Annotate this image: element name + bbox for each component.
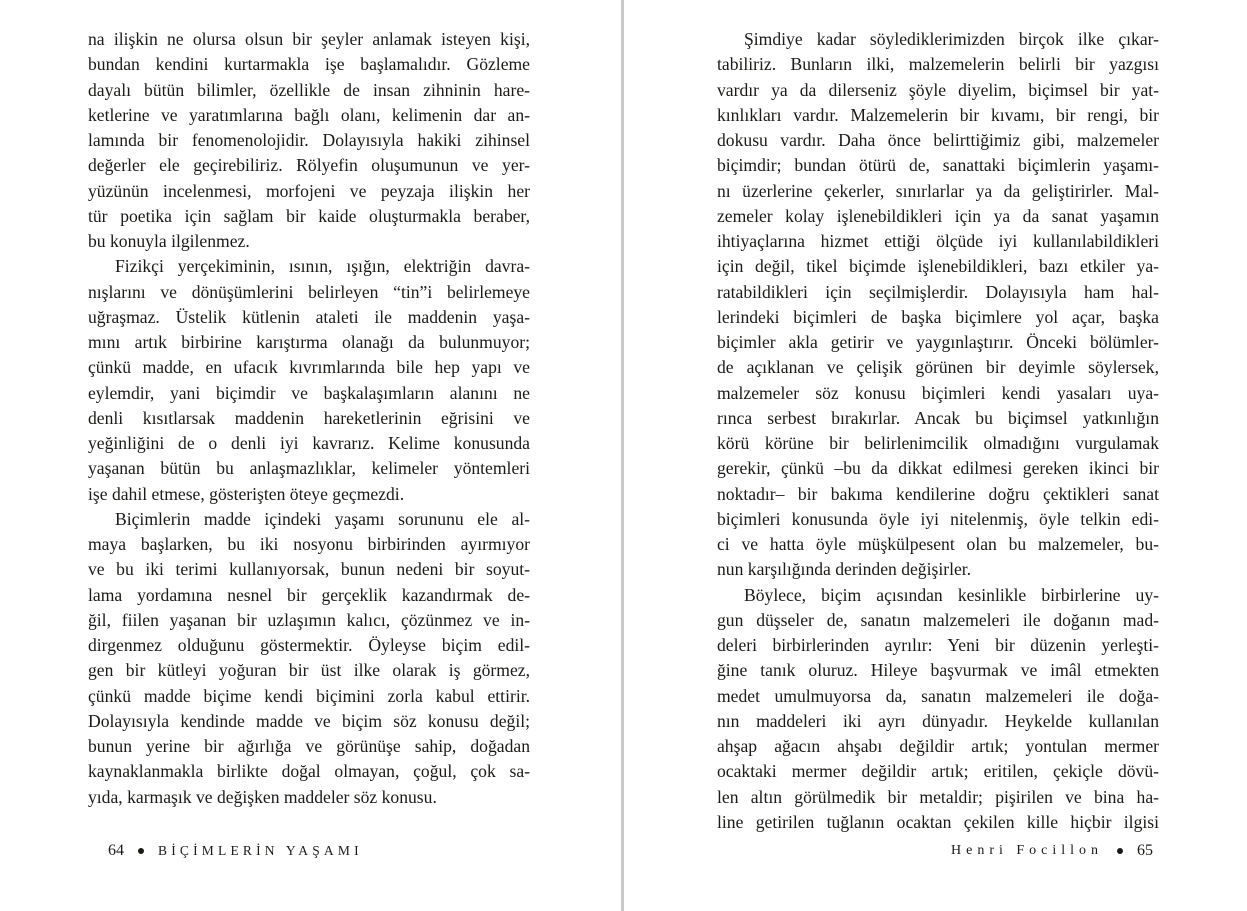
running-head-author: Henri Focillon xyxy=(951,843,1104,858)
text-line: tabiliriz. Bunların ilki, malzemelerin belirli bir yazgısı xyxy=(717,54,1159,75)
right-page-body xyxy=(717,27,1159,835)
text-line: gun düşseler de, sanatın malzemeleri ile doğanın mad- xyxy=(717,609,1159,630)
text-line: ğine tanık oluruz. Hileye başvurmak ve imâl etmekten xyxy=(717,660,1159,681)
text-line: bunun yerine bir ağırlığa ve görünüşe sahip, doğadan xyxy=(88,736,530,756)
text-line: dirgenmez olduğunu göstermektir. Öyleyse biçim edil- xyxy=(88,635,530,655)
text-line: tür poetika için sağlam bir kaide oluşturmakla beraber, xyxy=(88,205,530,226)
text-line: deleri birbirlerinden ayrılır: Yeni bir düzenin yerleşti- xyxy=(717,635,1159,655)
text-line: ci ve hatta öyle müşkülpesent olan bu malzemeler, bu- xyxy=(717,534,1159,554)
bullet-separator-icon xyxy=(1117,848,1123,854)
right-page-footer xyxy=(951,842,1153,860)
text-line: çünkü madde biçime kendi biçimini zorla kabul ettirir. xyxy=(88,685,530,706)
text-line: lama yordamına nesnel bir gerçeklik kazandırmak de- xyxy=(88,584,530,605)
text-line: ratabildikleri için seçilmişlerdir. Dolayısıyla ham hal- xyxy=(717,281,1159,302)
bullet-separator-icon xyxy=(138,848,144,854)
text-line: için değil, tikel biçimde işlenebildikleri, bazı etkiler ya- xyxy=(717,256,1159,277)
text-line: line getirilen tuğlanın ocaktan çekilen kille hiçbir ilgisi xyxy=(717,811,1159,832)
text-line: mını artık birbirine karıştırma olanağı da bulunmuyor; xyxy=(88,332,530,352)
text-line: dokusu vardır. Daha önce belirttiğimiz gibi, malzemeler xyxy=(717,130,1159,150)
text-line: nun karşılığında derinden değişirler. xyxy=(717,559,972,580)
paragraph-first-line: Şimdiye kadar söylediklerimizden birçok ilke çıkar- xyxy=(744,29,1159,49)
text-line: vardır ya da dilerseniz şöyle diyelim, biçimsel bir yat- xyxy=(717,79,1159,100)
text-line: de açıklanan ve çelişik görünen bir deyimle söylersek, xyxy=(717,357,1159,378)
text-line: yıda, karmaşık ve değişken maddeler söz konusu. xyxy=(88,786,437,807)
text-line: nın maddeleri iki ayrı dünyadır. Heykelde kullanılan xyxy=(717,710,1159,731)
page-number-left: 64 xyxy=(108,842,124,859)
page-gutter-divider xyxy=(621,0,624,911)
text-line: denli kısıtlarsak maddenin hareketlerinin eğrisini ve xyxy=(88,407,530,428)
text-line: işe dahil etmese, gösterişten öteye geçmezdi. xyxy=(88,483,405,504)
text-line: rınca serbest bırakırlar. Ancak bu biçimsel yatkınlığın xyxy=(717,407,1159,428)
text-line: len altın görülmedik bir metaldir; pişirilen ve bina ha- xyxy=(717,786,1159,807)
text-line: zemeler kolay işlenebildikleri için ya da sanat yaşamın xyxy=(717,205,1159,226)
page-number-right: 65 xyxy=(1137,842,1154,859)
text-line: noktadır– bir bakıma kendilerine doğru çektikleri sanat xyxy=(717,483,1159,504)
text-line: uğraşmaz. Üstelik kütlenin ataleti ile maddenin yaşa- xyxy=(88,306,530,327)
text-line: malzemeler söz konusu biçimleri kendi yasaları uya- xyxy=(717,382,1159,403)
text-line: lamında bir fenomenolojidir. Dolayısıyla hakiki zihinsel xyxy=(88,130,530,150)
text-line: biçimler akla getirir ve yaygınlaştırır. Önceki bölümler- xyxy=(717,332,1159,352)
text-line: gerekir, çünkü –bu da dikkat edilmesi gereken ikinci bir xyxy=(717,458,1159,479)
text-line: kınlıkları vardır. Malzemelerin bir kıvamı, bir rengi, bir xyxy=(717,104,1159,125)
text-line: lerindeki biçimleri de başka biçimlere yol açar, başka xyxy=(717,306,1159,327)
text-line: bu konuyla ilgilenmez. xyxy=(88,231,250,251)
paragraph-first-line: Biçimlerin madde içindeki yaşamı sorununu ele al- xyxy=(115,508,530,529)
right-page xyxy=(717,27,1159,835)
text-line: çünkü madde, en ufacık kıvrımlarında bile hep yapı ve xyxy=(88,357,530,378)
paragraph-first-line: Böylece, biçim açısından kesinlikle birbirlerine uy- xyxy=(744,584,1159,605)
text-line: biçimdir; bundan ötürü de, sanattaki biçimlerin yaşamı- xyxy=(717,155,1159,176)
text-line: yaşanan bütün bu anlaşmazlıklar, kelimeler yöntemleri xyxy=(88,458,530,479)
text-line: na ilişkin ne olursa olsun bir şeyler anlamak isteyen kişi, xyxy=(88,29,530,49)
text-line: ketlerine ve yaratımlarına bağlı olanı, kelimenin dar an- xyxy=(88,104,530,125)
paragraph-first-line: Fizikçi yerçekiminin, ısının, ışığın, elektriğin davra- xyxy=(115,256,530,277)
text-line: ihtiyaçlarına hizmet ettiği ölçüde iyi kullanılabildikleri xyxy=(717,231,1159,251)
text-line: medet umulmuyorsa da, sanatın malzemeleri ile doğa- xyxy=(717,685,1159,706)
text-line: gen bir kütleyi yoğuran bir üst ilke olarak iş görmez, xyxy=(88,660,530,681)
text-line: bundan kendini kurtarmakla işe başlamalıdır. Gözleme xyxy=(88,54,530,75)
text-line: nışlarını ve dönüşümlerini belirleyen “tin”i belirlemeye xyxy=(88,281,530,302)
text-line: kaynaklanmakla birlikte doğal olmayan, çoğul, çok sa- xyxy=(88,761,530,782)
text-line: biçimleri konusunda öyle iyi nitelenmiş, öyle telkin edi- xyxy=(717,508,1159,529)
text-line: nı üzerlerine çekerler, sınırlarlar ya da geliştirirler. Mal- xyxy=(717,180,1159,201)
running-head-book-title: BİÇİMLERİN YAŞAMI xyxy=(158,843,363,858)
text-line: yeğinliğini de o denli iyi kavrarız. Kelime konusunda xyxy=(88,433,530,453)
text-line: değerler ele geçirebiliriz. Rölyefin oluşumunun ve yer- xyxy=(88,155,530,176)
text-line: eylemdir, yani biçimdir ve başkalaşımların alanını ne xyxy=(88,382,530,403)
text-line: ve bu iki terimi kullanıyorsak, bunun nedeni bir soyut- xyxy=(88,559,530,580)
text-line: ocaktaki mermer değildir artık; eritilen, çekiçle dövü- xyxy=(717,761,1159,782)
text-line: ahşap ağacın ahşabı değildir artık; yontulan mermer xyxy=(717,736,1159,756)
left-page-body xyxy=(88,27,530,810)
text-line: maya başlarken, bu iki nosyonu birbirinden ayırmıyor xyxy=(88,534,530,554)
left-page xyxy=(88,27,530,810)
text-line: dayalı bütün bilimler, özellikle de insan zihninin hare- xyxy=(88,79,530,100)
text-line: ğil, fiilen yaşanan bir uzlaşımın kalıcı, çözünmez ve in- xyxy=(88,609,530,630)
text-line: körü körüne bir belirlenimcilik olmadığını vurgulamak xyxy=(717,433,1159,453)
left-page-footer xyxy=(108,842,363,860)
text-line: Dolayısıyla kendinde madde ve biçim söz konusu değil; xyxy=(88,710,530,731)
text-line: yüzünün incelenmesi, morfojeni ve peyzaja ilişkin her xyxy=(88,180,530,201)
